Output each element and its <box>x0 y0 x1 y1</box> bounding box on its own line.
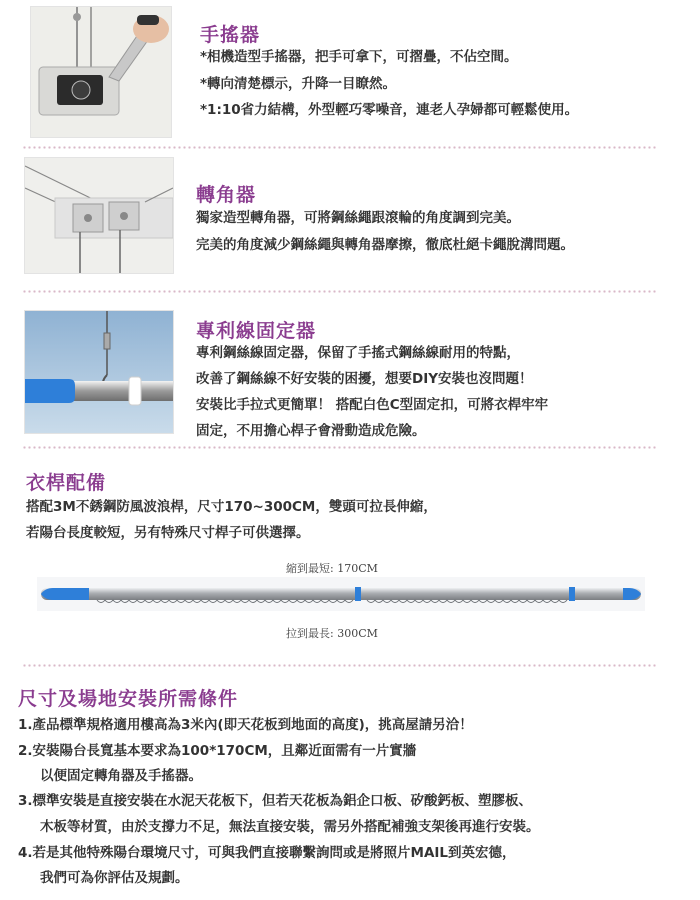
section-divider <box>22 146 658 149</box>
condition-line-1: 1.產品標準規格適用樓高為3米內(即天花板到地面的高度)，挑高屋請另洽！ <box>18 717 473 733</box>
condition-line-3-cont: 木板等材質，由於支撐力不足，無法直接安裝，需另外搭配補強支架後再進行安裝。 <box>40 819 540 835</box>
corner-title: 轉角器 <box>196 184 257 206</box>
condition-line-4: 4.若是其他特殊陽台環境尺寸，可與我們直接聯繫詢問或是將照片MAIL到英宏德， <box>18 845 516 861</box>
condition-line-2: 2.安裝陽台長寬基本要求為100*170CM，且鄰近面需有一片實牆 <box>18 743 417 759</box>
corner-device-photo <box>24 157 174 274</box>
condition-line-3: 3.標準安裝是直接安裝在水泥天花板下，但若天花板為鋁企口板、矽酸鈣板、塑膠板、 <box>18 793 533 809</box>
section-divider <box>22 664 658 667</box>
fixer-line-4: 固定，不用擔心桿子會滑動造成危險。 <box>196 423 426 439</box>
pole-photo <box>37 577 645 611</box>
hand-crank-photo <box>30 6 172 138</box>
pole-line-2: 若陽台長度較短，另有特殊尺寸桿子可供選擇。 <box>26 525 310 541</box>
pole-title: 衣桿配備 <box>26 472 107 494</box>
pole-line-1: 搭配3M不銹鋼防風波浪桿，尺寸170~300CM，雙頭可拉長伸縮， <box>26 499 437 515</box>
condition-line-4-cont: 我們可為你評估及規劃。 <box>40 870 189 886</box>
wire-fixer-photo <box>24 310 174 434</box>
section-divider <box>22 446 658 449</box>
fixer-title: 專利線固定器 <box>196 320 317 342</box>
pole-caption-longest: 拉到最長: 300CM <box>286 627 378 640</box>
fixer-line-3: 安裝比手拉式更簡單！ 搭配白色C型固定扣，可將衣桿牢牢 <box>196 397 549 413</box>
condition-line-2-cont: 以便固定轉角器及手搖器。 <box>40 768 202 784</box>
pole-caption-shortest: 縮到最短: 170CM <box>286 562 378 575</box>
conditions-title: 尺寸及場地安裝所需條件 <box>18 688 239 710</box>
crank-line-2: *轉向清楚標示，升降一目瞭然。 <box>200 76 397 92</box>
crank-line-3: *1:10省力結構，外型輕巧零噪音，連老人孕婦都可輕鬆使用。 <box>200 102 579 118</box>
crank-line-1: *相機造型手搖器，把手可拿下，可摺疊，不佔空間。 <box>200 49 518 65</box>
crank-title: 手搖器 <box>200 24 261 46</box>
fixer-line-2: 改善了鋼絲線不好安裝的困擾，想要DIY安裝也沒問題！ <box>196 371 533 387</box>
corner-line-1: 獨家造型轉角器，可將鋼絲繩跟滾輪的角度調到完美。 <box>196 210 520 226</box>
fixer-line-1: 專利鋼絲線固定器，保留了手搖式鋼絲線耐用的特點， <box>196 345 520 361</box>
corner-line-2: 完美的角度減少鋼絲繩與轉角器摩擦，徹底杜絕卡繩脫溝問題。 <box>196 237 574 253</box>
section-divider <box>22 290 658 293</box>
